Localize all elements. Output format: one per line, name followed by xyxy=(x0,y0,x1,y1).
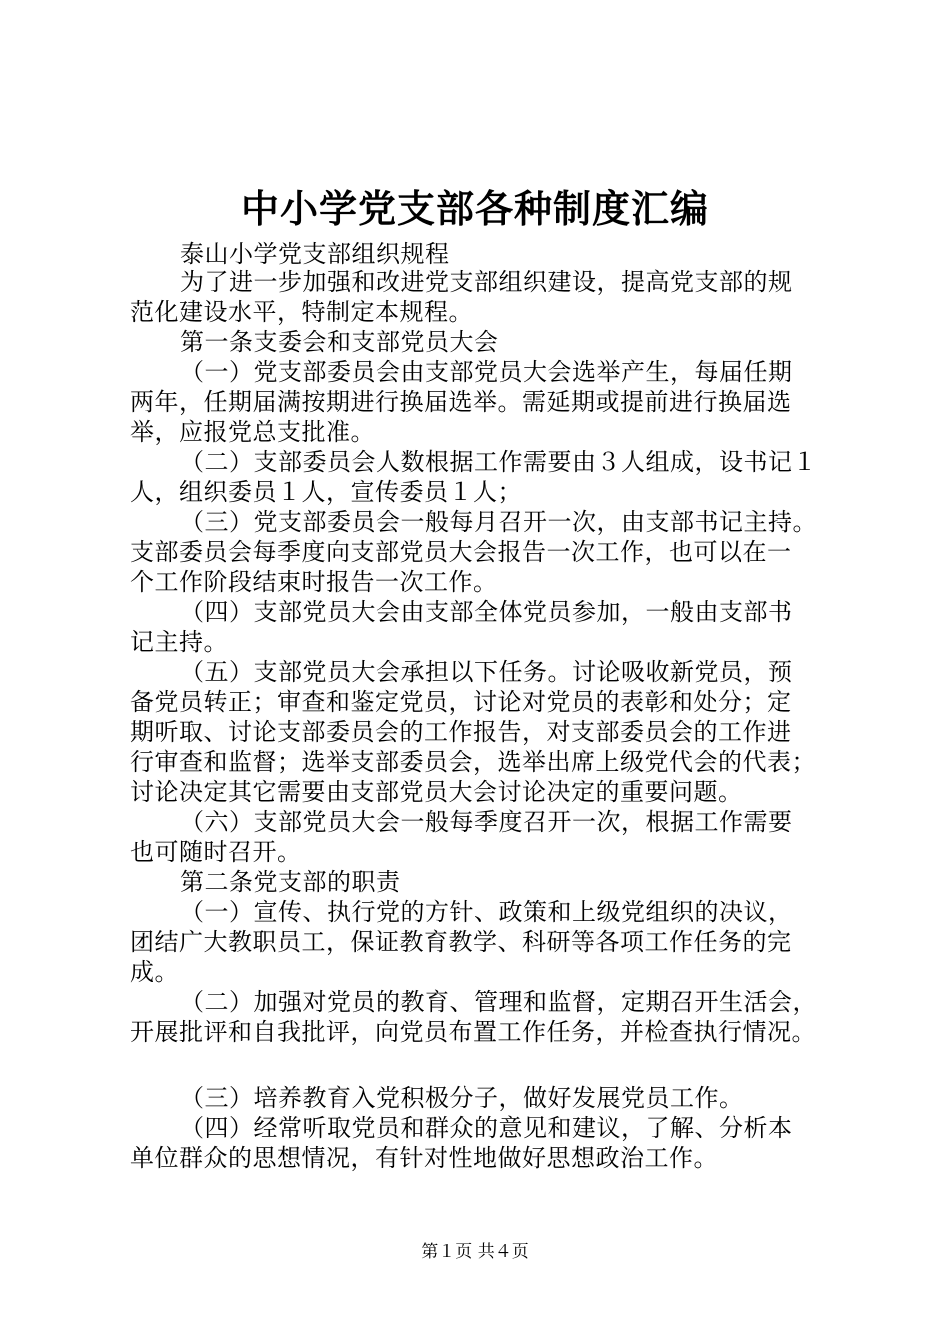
text-line: 两年，任期届满按期进行换届选举。需延期或提前进行换届选 xyxy=(130,388,792,416)
text-line: （四）经常听取党员和群众的意见和建议，了解、分析本 xyxy=(180,1114,793,1142)
text-line: （二）支部委员会人数根据工作需要由３人组成，设书记１ xyxy=(180,448,817,476)
text-line: （二）加强对党员的教育、管理和监督，定期召开生活会， xyxy=(180,988,817,1016)
text-line: 个工作阶段结束时报告一次工作。 xyxy=(130,568,498,596)
text-line: 支部委员会每季度向支部党员大会报告一次工作，也可以在一 xyxy=(130,538,792,566)
text-line: 成。 xyxy=(130,958,179,986)
text-line: 举，应报党总支批准。 xyxy=(130,418,375,446)
text-line: 泰山小学党支部组织规程 xyxy=(180,240,450,268)
text-line: （一）宣传、执行党的方针、政策和上级党组织的决议， xyxy=(180,898,793,926)
text-line: 行审查和监督；选举支部委员会，选举出席上级党代会的代表； xyxy=(130,748,816,776)
text-line: 期听取、讨论支部委员会的工作报告，对支部委员会的工作进 xyxy=(130,718,792,746)
text-line: 讨论决定其它需要由支部党员大会讨论决定的重要问题。 xyxy=(130,778,743,806)
text-line: 单位群众的思想情况，有针对性地做好思想政治工作。 xyxy=(130,1144,718,1172)
text-line: （四）支部党员大会由支部全体党员参加，一般由支部书 xyxy=(180,598,793,626)
document-title: 中小学党支部各种制度汇编 xyxy=(240,186,709,231)
text-line: 开展批评和自我批评，向党员布置工作任务，并检查执行情况。 xyxy=(130,1018,816,1046)
text-line: 记主持。 xyxy=(130,628,228,656)
text-line: （五）支部党员大会承担以下任务。讨论吸收新党员，预 xyxy=(180,658,793,686)
text-line: 人，组织委员１人，宣传委员１人； xyxy=(130,478,522,506)
text-line: 为了进一步加强和改进党支部组织建设，提高党支部的规 xyxy=(180,268,793,296)
text-line: （六）支部党员大会一般每季度召开一次，根据工作需要 xyxy=(180,808,793,836)
text-line: 范化建设水平，特制定本规程。 xyxy=(130,298,473,326)
page-number-footer: 第１页 共４页 xyxy=(421,1242,529,1262)
text-line: 备党员转正；审查和鉴定党员，讨论对党员的表彰和处分；定 xyxy=(130,688,792,716)
text-line: （三）党支部委员会一般每月召开一次，由支部书记主持。 xyxy=(180,508,817,536)
text-line: 第一条支委会和支部党员大会 xyxy=(180,328,499,356)
text-line: （一）党支部委员会由支部党员大会选举产生，每届任期 xyxy=(180,358,793,386)
text-line: 团结广大教职员工，保证教育教学、科研等各项工作任务的完 xyxy=(130,928,792,956)
text-line: （三）培养教育入党积极分子，做好发展党员工作。 xyxy=(180,1084,744,1112)
text-line: 也可随时召开。 xyxy=(130,838,302,866)
text-line: 第二条党支部的职责 xyxy=(180,868,401,896)
